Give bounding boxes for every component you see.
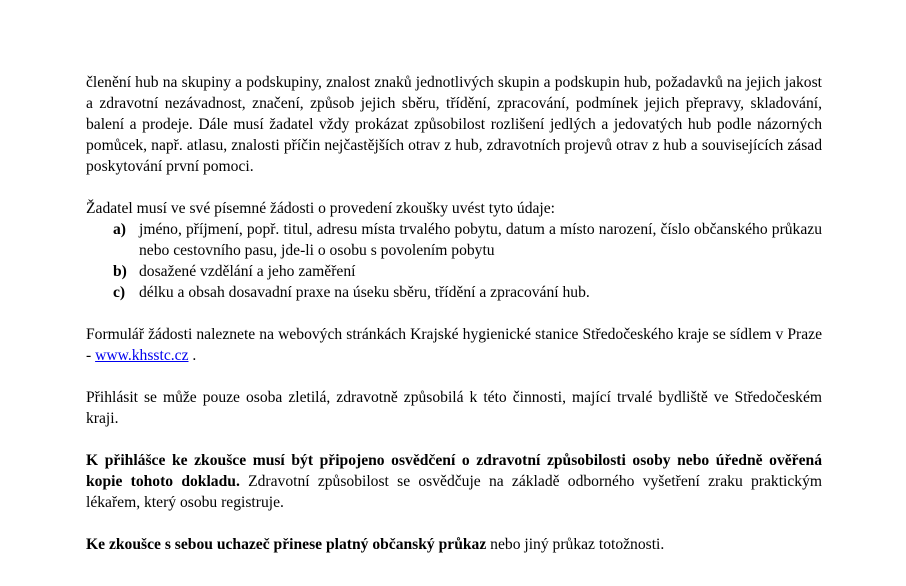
list-item-text: jméno, příjmení, popř. titul, adresu místa trvalého pobytu, datum a místo narození, číslo občanského průkazu nebo cestovního pasu, jde-li o osobu s povolením pobytu xyxy=(139,221,822,259)
paragraph-health-certificate xyxy=(86,450,822,513)
list-marker: b) xyxy=(113,263,127,280)
form-location-end: . xyxy=(188,347,197,364)
spacer xyxy=(86,429,822,450)
health-certificate-rest: Zdravotní způsobilost se osvědčuje na základě odborného vyšetření zraku praktickým lékařem, který osobu registruje. xyxy=(86,473,823,511)
document-body xyxy=(86,72,822,555)
form-location-text: Formulář žádosti naleznete na webových stránkách Krajské hygienické stanice Středočeského kraje se sídlem v Praze - xyxy=(86,326,822,364)
paragraph-id-card xyxy=(86,534,822,555)
list-item-text: dosažené vzdělání a jeho zaměření xyxy=(139,263,356,280)
spacer xyxy=(86,513,822,534)
list-item xyxy=(86,282,822,303)
paragraph-requirements: členění hub na skupiny a podskupiny, znalost znaků jednotlivých skupin a podskupin hub, požadavků na jejich jakost a zdravotní nezávadnost, značení, způsob jejich sběru, třídění, zpracování, podmínek jejich přepravy, skladování, balení a prodeje. Dále musí žadatel vždy prokázat způsobilost rozlišení jedlých a jedovatých hub podle názorných pomůcek, např. atlasu, znalosti příčin nejčastějších otrav z hub, zdravotních projevů otrav z hub a souvisejících zásad poskytování první pomoci. xyxy=(86,74,822,175)
spacer xyxy=(86,177,822,198)
id-card-rest: nebo jiný průkaz totožnosti. xyxy=(486,536,665,553)
paragraph-application-intro: Žadatel musí ve své písemné žádosti o provedení zkoušky uvést tyto údaje: xyxy=(86,200,556,217)
health-certificate-bold: K přihlášce ke zkoušce musí být připojeno osvědčení o zdravotní způsobilosti osoby nebo úředně ověřená kopie tohoto dokladu. xyxy=(86,452,822,490)
list-item xyxy=(86,219,822,261)
list-marker: c) xyxy=(113,284,126,301)
spacer xyxy=(86,303,822,324)
list-item xyxy=(86,261,822,282)
list-item-text: délku a obsah dosavadní praxe na úseku sběru, třídění a zpracování hub. xyxy=(139,284,590,301)
paragraph-form-location xyxy=(86,324,822,366)
khsstc-website-link[interactable]: www.khsstc.cz xyxy=(95,347,189,364)
id-card-bold: Ke zkoušce s sebou uchazeč přinese platný občanský průkaz xyxy=(86,536,487,553)
spacer xyxy=(86,366,822,387)
application-details-list xyxy=(86,219,822,303)
list-marker: a) xyxy=(113,221,126,238)
paragraph-eligibility: Přihlásit se může pouze osoba zletilá, zdravotně způsobilá k této činnosti, mající trvalé bydliště ve Středočeském kraji. xyxy=(86,389,822,427)
